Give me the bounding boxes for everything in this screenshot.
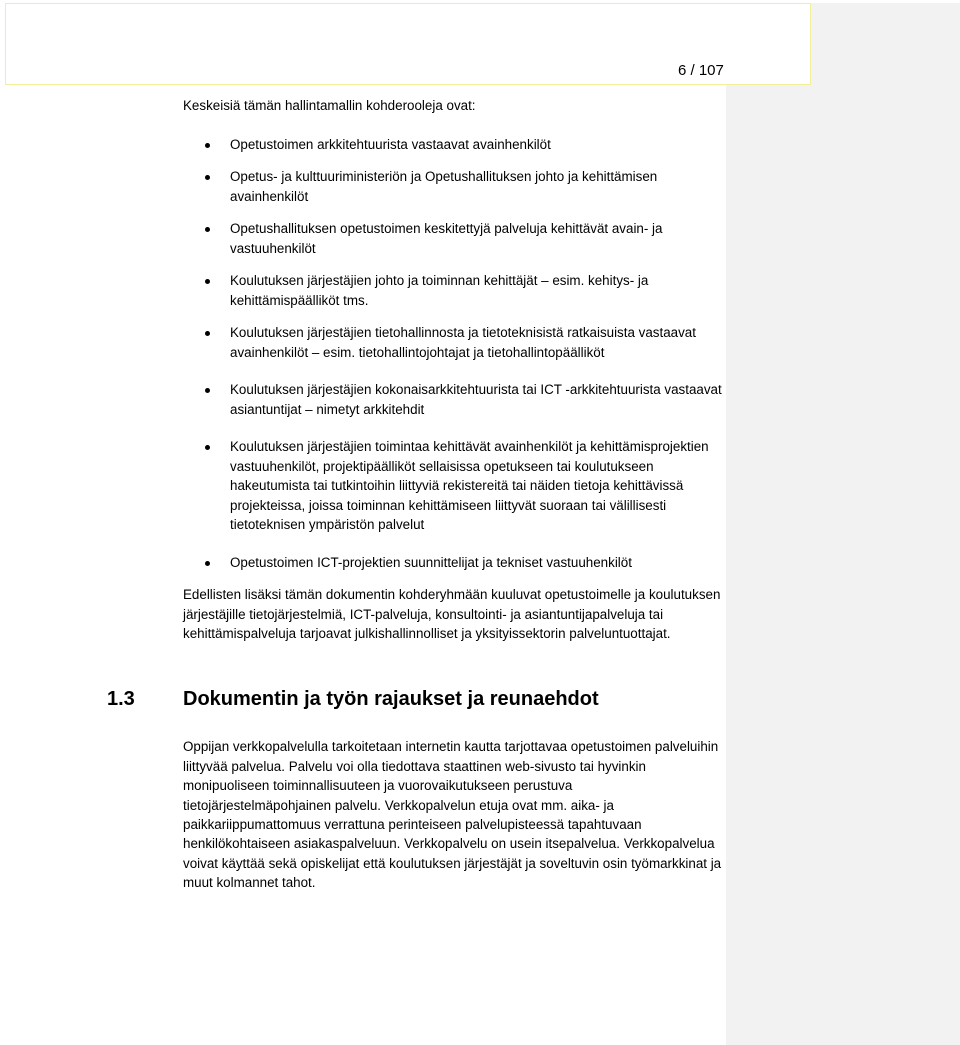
target-roles-list [183,135,723,573]
bullet-icon [205,445,210,450]
comment-margin-panel [726,3,960,1045]
bullet-icon [205,388,210,393]
document-body [183,96,723,644]
list-item: Koulutuksen järjestäjien kokonaisarkkitehtuurista tai ICT -arkkitehtuurista vastaavat asiantuntijat – nimetyt arkkitehdit [183,380,723,419]
list-item: Opetus- ja kulttuuriministeriön ja Opetushallituksen johto ja kehittämisen avainhenkilöt [183,167,723,206]
section-title: Dokumentin ja työn rajaukset ja reunaehdot [183,688,599,710]
bullet-icon [205,143,210,148]
list-item: Koulutuksen järjestäjien johto ja toiminnan kehittäjät – esim. kehitys- ja kehittämispäälliköt tms. [183,271,723,310]
bullet-icon [205,175,210,180]
section-paragraph: Oppijan verkkopalvelulla tarkoitetaan internetin kautta tarjottavaa opetustoimen palveluihin liittyvää palvelua. Palvelu voi olla tiedottava staattinen web-sivusto tai hyvinkin monipuoliseen toiminnallisuuteen ja vuorovaikutukseen perustuva tietojärjestelmäpohjainen palvelu. Verkkopalvelun etuja ovat mm. aika- ja paikkariippumattomuus verrattuna perinteiseen palvelupisteessä tapahtuvaan henkilökohtaiseen asiakaspalveluun. Verkkopalvelu on usein itsepalvelua. Verkkopalvelua voivat käyttää sekä opiskelijat että koulutuksen järjestäjät ja soveltuvin osin työmarkkinat ja muut kolmannet tahot. [183,739,722,891]
section-number: 1.3 [107,688,135,710]
closing-paragraph: Edellisten lisäksi tämän dokumentin kohderyhmään kuuluvat opetustoimelle ja koulutuksen järjestäjille tietojärjestelmiä, ICT-palveluja, konsultointi- ja asiantuntijapalveluja tai kehittämispalveluja tarjoavat julkishallinnolliset ja yksityissektorin palveluntuottajat. [183,587,721,641]
bullet-icon [205,331,210,336]
bullet-icon [205,279,210,284]
section-heading [107,688,599,711]
bullet-icon [205,561,210,566]
list-item: Opetustoimen ICT-projektien suunnittelijat ja tekniset vastuuhenkilöt [183,553,723,573]
page-number: 6 / 107 [678,62,724,79]
list-item: Koulutuksen järjestäjien toimintaa kehittävät avainhenkilöt ja kehittämisprojektien vastuuhenkilöt, projektipäälliköt sellaisissa opetukseen tai koulutukseen hakeutumista tai tutkintoihin liittyviä rekistereitä tai näiden tietoja kehittävissä projekteissa, joissa toiminnan kehittämiseen liittyvät suoraan tai välillisesti tietoteknisen ympäristön palvelut [183,437,723,535]
list-item: Koulutuksen järjestäjien tietohallinnosta ja tietoteknisistä ratkaisuista vastaavat avainhenkilöt – esim. tietohallintojohtajat ja tietohallintopäälliköt [183,323,723,362]
list-item: Opetustoimen arkkitehtuurista vastaavat avainhenkilöt [183,135,723,155]
intro-text: Keskeisiä tämän hallintamallin kohderooleja ovat: [183,98,476,113]
list-item: Opetushallituksen opetustoimen keskitettyjä palveluja kehittävät avain- ja vastuuhenkilöt [183,219,723,258]
bullet-icon [205,227,210,232]
